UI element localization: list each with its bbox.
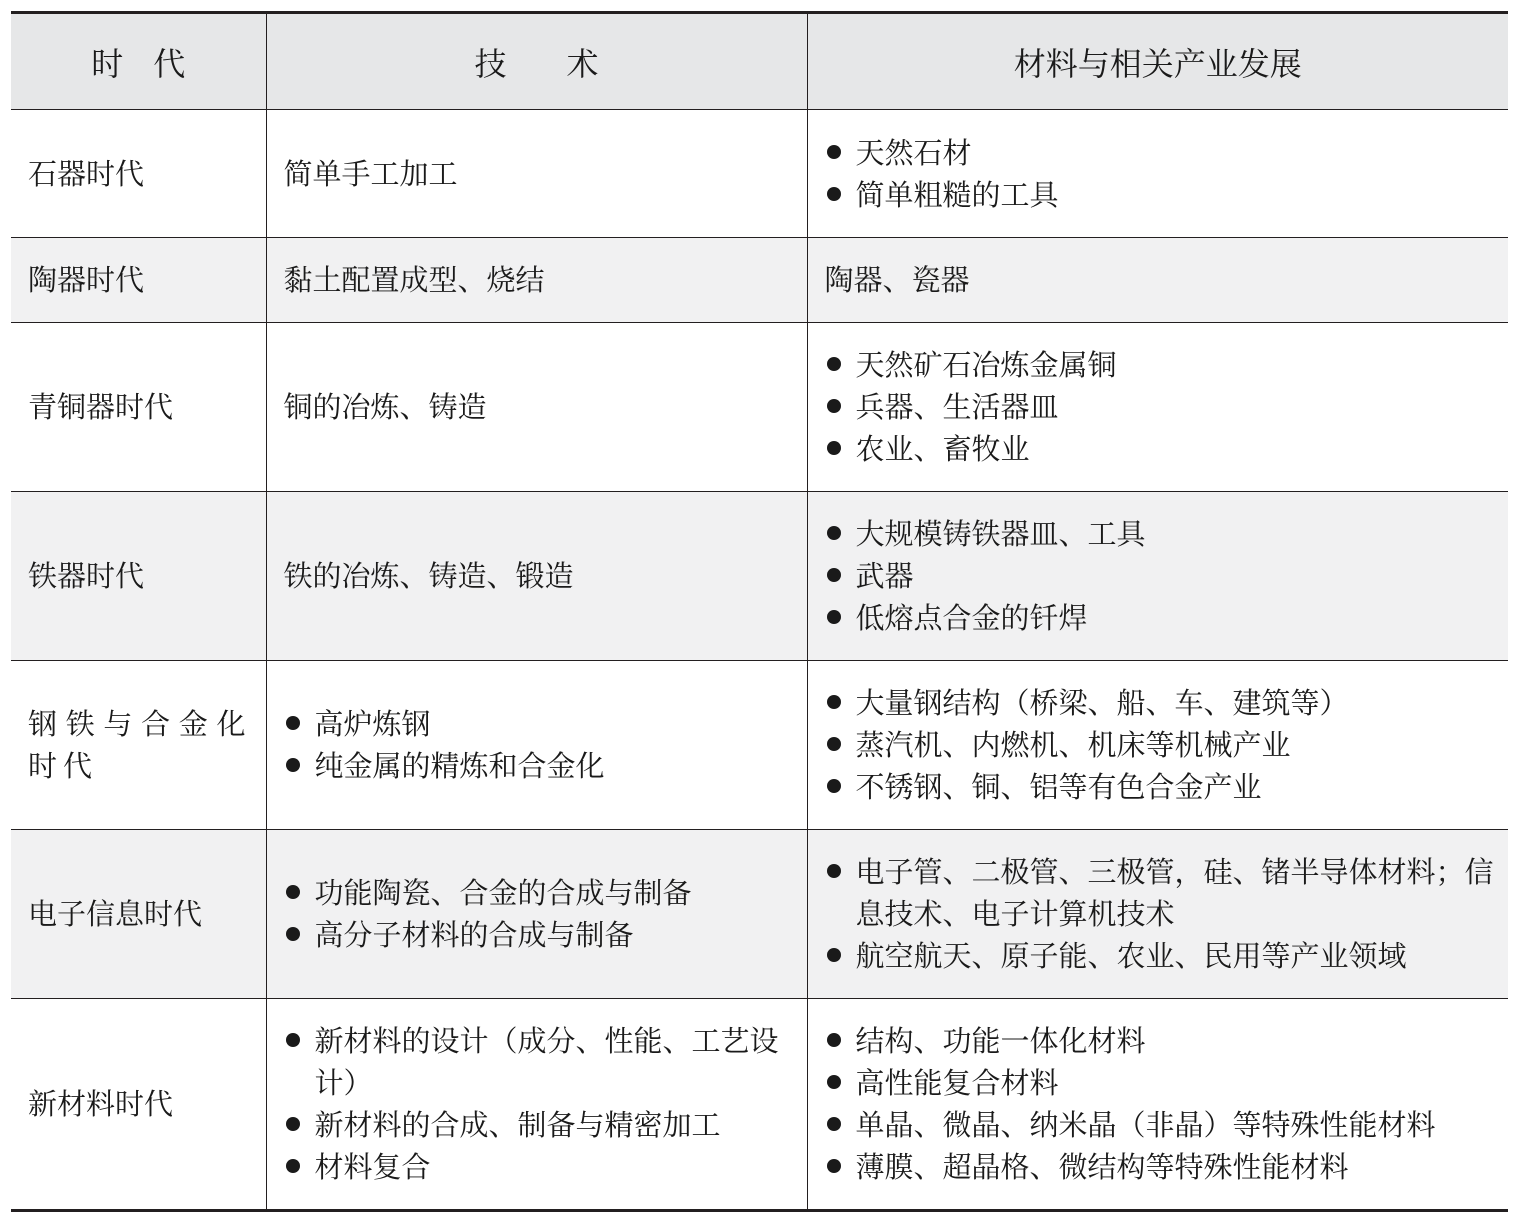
list-item: 航空航天、原子能、农业、民用等产业领域 (825, 935, 1495, 977)
materials-cell (807, 492, 1508, 661)
materials-list (825, 132, 1495, 216)
tech-cell: 铁的冶炼、铸造、锻造 (266, 492, 807, 661)
list-item: 结构、功能一体化材料 (825, 1020, 1495, 1062)
list-item: 纯金属的精炼和合金化 (284, 745, 793, 787)
table-row (11, 492, 1508, 661)
tech-list (284, 703, 793, 787)
tech-cell (266, 661, 807, 830)
list-item: 蒸汽机、内燃机、机床等机械产业 (825, 724, 1495, 766)
tech-cell (266, 999, 807, 1211)
header-materials: 材料与相关产业发展 (807, 13, 1508, 110)
header-tech: 技术 (266, 13, 807, 110)
tech-list (284, 872, 793, 956)
table-row (11, 661, 1508, 830)
list-item: 大量钢结构（桥梁、船、车、建筑等） (825, 682, 1495, 724)
materials-list (825, 1020, 1495, 1188)
materials-cell (807, 323, 1508, 492)
materials-list (825, 682, 1495, 808)
era-cell: 钢铁与合金化时代 (11, 661, 266, 830)
era-cell: 新材料时代 (11, 999, 266, 1211)
table-row (11, 238, 1508, 323)
table-row (11, 999, 1508, 1211)
list-item: 单晶、微晶、纳米晶（非晶）等特殊性能材料 (825, 1104, 1495, 1146)
list-item: 低熔点合金的钎焊 (825, 597, 1495, 639)
materials-cell (807, 110, 1508, 238)
era-cell: 石器时代 (11, 110, 266, 238)
materials-list (825, 851, 1495, 977)
list-item: 新材料的设计（成分、性能、工艺设计） (284, 1020, 793, 1104)
materials-cell (807, 830, 1508, 999)
tech-list (284, 1020, 793, 1188)
table-row (11, 110, 1508, 238)
materials-list (825, 513, 1495, 639)
list-item: 薄膜、超晶格、微结构等特殊性能材料 (825, 1146, 1495, 1188)
list-item: 不锈钢、铜、铝等有色合金产业 (825, 766, 1495, 808)
list-item: 高性能复合材料 (825, 1062, 1495, 1104)
history-table-container (11, 11, 1508, 1212)
list-item: 新材料的合成、制备与精密加工 (284, 1104, 793, 1146)
era-cell: 电子信息时代 (11, 830, 266, 999)
materials-history-table (11, 11, 1508, 1212)
tech-cell: 铜的冶炼、铸造 (266, 323, 807, 492)
header-era: 时代 (11, 13, 266, 110)
list-item: 高炉炼钢 (284, 703, 793, 745)
table-row (11, 323, 1508, 492)
list-item: 材料复合 (284, 1146, 793, 1188)
materials-cell (807, 999, 1508, 1211)
era-cell: 青铜器时代 (11, 323, 266, 492)
era-cell: 铁器时代 (11, 492, 266, 661)
tech-cell: 黏土配置成型、烧结 (266, 238, 807, 323)
list-item: 高分子材料的合成与制备 (284, 914, 793, 956)
header-row (11, 13, 1508, 110)
materials-cell: 陶器、瓷器 (807, 238, 1508, 323)
era-cell: 陶器时代 (11, 238, 266, 323)
list-item: 兵器、生活器皿 (825, 386, 1495, 428)
list-item: 电子管、二极管、三极管，硅、锗半导体材料；信息技术、电子计算机技术 (825, 851, 1495, 935)
list-item: 简单粗糙的工具 (825, 174, 1495, 216)
tech-cell: 简单手工加工 (266, 110, 807, 238)
list-item: 功能陶瓷、合金的合成与制备 (284, 872, 793, 914)
tech-cell (266, 830, 807, 999)
list-item: 农业、畜牧业 (825, 428, 1495, 470)
list-item: 天然矿石冶炼金属铜 (825, 344, 1495, 386)
list-item: 天然石材 (825, 132, 1495, 174)
materials-cell (807, 661, 1508, 830)
list-item: 大规模铸铁器皿、工具 (825, 513, 1495, 555)
list-item: 武器 (825, 555, 1495, 597)
materials-list (825, 344, 1495, 470)
table-row (11, 830, 1508, 999)
